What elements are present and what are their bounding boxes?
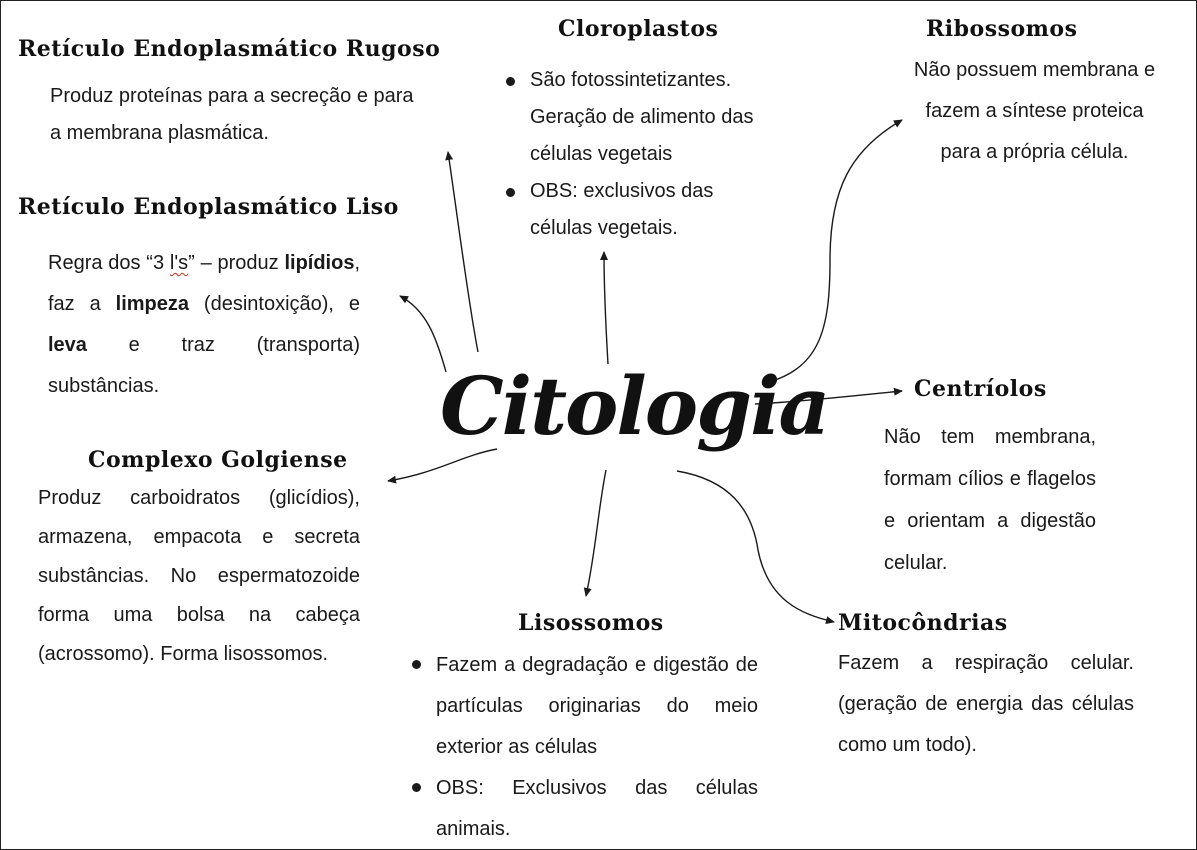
- mitocondrias-title: Mitocôndrias: [838, 610, 1008, 636]
- bullet-dot-icon: [412, 660, 421, 669]
- golgi-title: Complexo Golgiense: [88, 447, 348, 473]
- cloroplastos-title: Cloroplastos: [558, 16, 719, 42]
- rel-title: Retículo Endoplasmático Liso: [18, 194, 399, 220]
- bullet-dot-icon: [506, 77, 515, 86]
- lisossomos-bullet-1: Fazem a degradação e digestão de partículas originarias do meio exterior as células: [410, 645, 758, 768]
- centriolos-title: Centríolos: [914, 376, 1047, 402]
- golgi-text: Produz carboidratos (glicídios), armazena, empacota e secreta substâncias. No espermatozoide forma uma bolsa na cabeça (acrossomo). Forma lisossomos.: [38, 487, 360, 665]
- centriolos-text: Não tem membrana, formam cílios e flagelos e orientam a digestão celular.: [884, 426, 1096, 574]
- bullet-dot-icon: [506, 188, 515, 197]
- lisossomos-title: Lisossomos: [518, 610, 664, 636]
- rer-title: Retículo Endoplasmático Rugoso: [18, 36, 441, 62]
- ribossomos-text: Não possuem membrana e fazem a síntese proteica para a própria célula.: [913, 59, 1156, 163]
- lisossomos-bullet-2: OBS: Exclusivos das células animais.: [410, 768, 758, 850]
- rer-text: Produz proteínas para a secreção e para a membrana plasmática.: [50, 85, 414, 144]
- cloroplastos-bullet-1: São fotossintetizantes. Geração de alimento das células vegetais: [504, 62, 754, 173]
- cloroplastos-bullet-2: OBS: exclusivos das células vegetais.: [504, 173, 754, 247]
- central-topic-title: Citologia: [440, 359, 829, 453]
- ribossomos-title: Ribossomos: [926, 16, 1078, 42]
- bullet-dot-icon: [412, 783, 421, 792]
- rel-text: Regra dos “3 l's” – produz lipídios, faz a limpeza (desintoxição), e leva e traz (transporta) substâncias.: [48, 252, 361, 397]
- mitocondrias-text: Fazem a respiração celular. (geração de energia das células como um todo).: [838, 652, 1134, 756]
- lisossomos-list: [410, 645, 758, 850]
- cloroplastos-list: [504, 62, 754, 247]
